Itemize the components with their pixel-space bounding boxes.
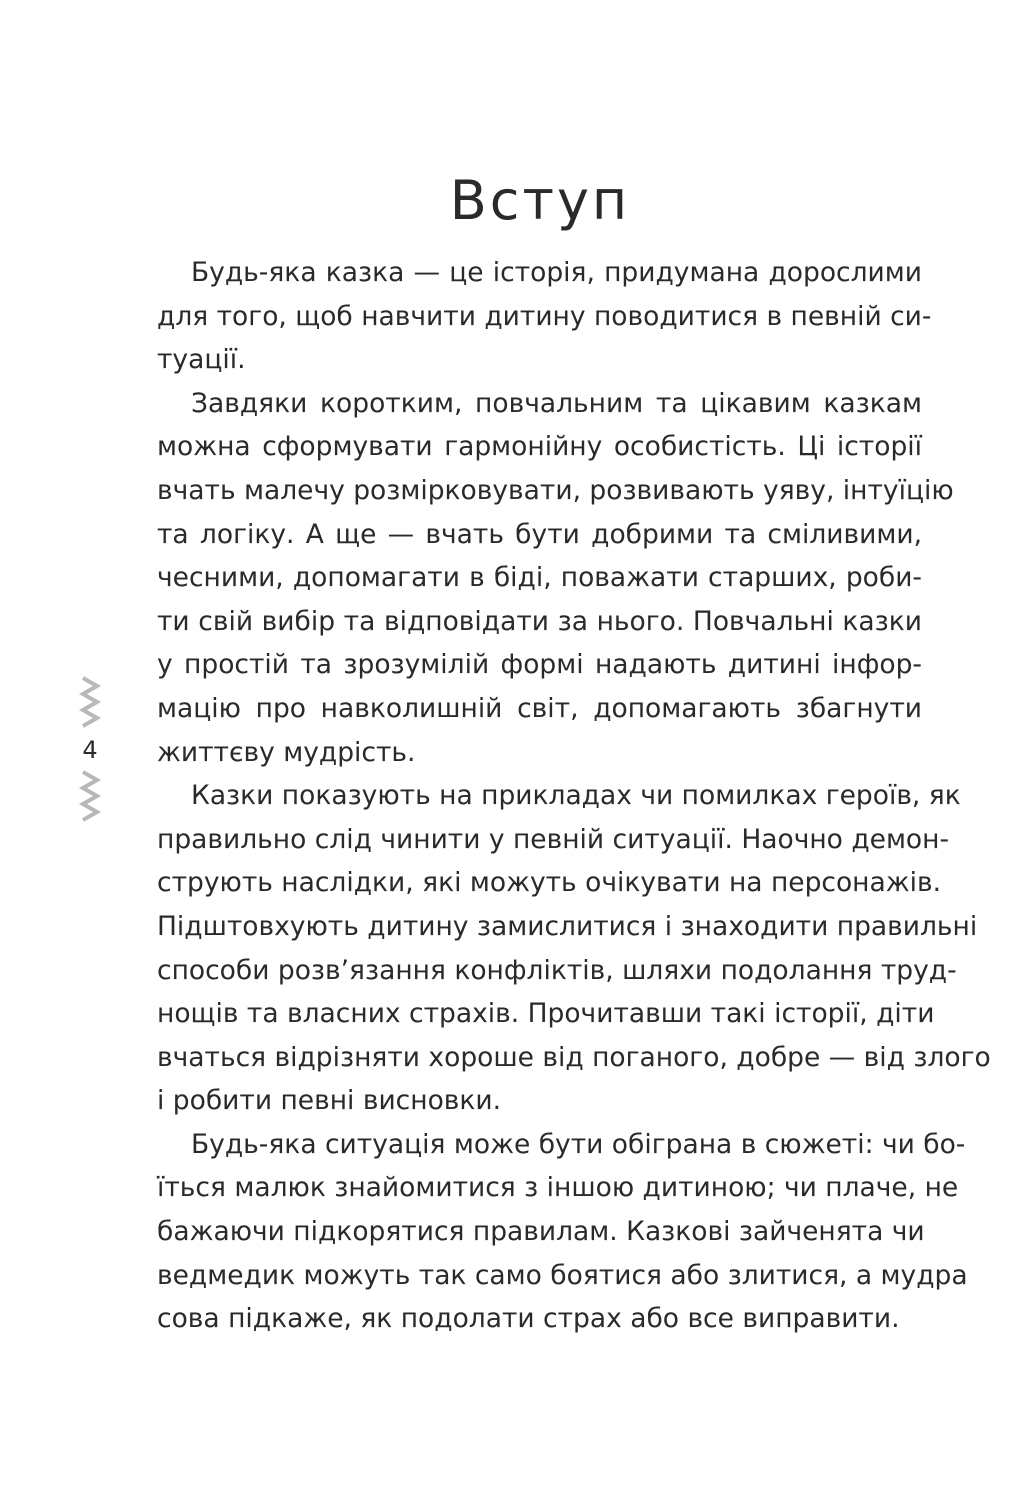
paragraph-line: мацію про навколишній світ, допомагають збагнути	[157, 692, 922, 724]
zigzag-top-icon	[83, 678, 97, 726]
paragraph-line: способи розв’язання конфліктів, шляхи подолання труд-	[157, 954, 957, 986]
paragraph-line: і робити певні висновки.	[157, 1085, 502, 1117]
paragraph-line: Завдяки коротким, повчальним та цікавим казкам	[191, 387, 922, 419]
paragraph-line: ведмедик можуть так само боятися або злитися, а мудра	[157, 1259, 968, 1291]
paragraph-line: та логіку. А ще — вчать бути добрими та сміливими,	[157, 518, 922, 550]
paragraph-line: ти свій вибір та відповідати за нього. Повчальні казки	[157, 605, 922, 637]
paragraph-line: можна сформувати гармонійну особистість. Ці історії	[157, 431, 922, 463]
paragraph-line: Казки показують на прикладах чи помилках героїв, як	[191, 780, 961, 812]
paragraph-line: вчаться відрізняти хороше від поганого, добре — від злого	[157, 1041, 991, 1073]
paragraph-1	[157, 251, 932, 382]
paragraph-line: бажаючи підкорятися правилам. Казкові зайченята чи	[157, 1216, 925, 1248]
paragraph-line: їться малюк знайомитися з іншою дитиною; чи плаче, не	[157, 1172, 959, 1204]
paragraph-line: струють наслідки, які можуть очікувати на персонажів.	[157, 867, 942, 899]
paragraph-line: Підштовхують дитину замислитися і знаходити правильні	[157, 910, 978, 942]
paragraph-line: сова підкаже, як подолати страх або все виправити.	[157, 1303, 900, 1335]
paragraph-line: вчать малечу розмірковувати, розвивають уяву, інтуїцію	[157, 474, 954, 506]
paragraph-line: нощів та власних страхів. Прочитавши такі історії, діти	[157, 998, 935, 1030]
paragraph-line: Будь-яка казка — це історія, придумана дорослими	[191, 257, 922, 288]
paragraph-line: у простій та зрозумілій формі надають дитині інфор-	[157, 649, 922, 681]
page-title: Вступ	[449, 169, 631, 232]
paragraph-line: правильно слід чинити у певній ситуації. Наочно демон-	[157, 823, 950, 855]
paragraph-3	[157, 774, 991, 1123]
paragraph-line: туації.	[157, 344, 246, 376]
paragraph-line: для того, щоб навчити дитину поводитися в певній си-	[157, 300, 932, 332]
paragraph-line: чесними, допомагати в біді, поважати старших, роби-	[157, 562, 922, 594]
zigzag-bottom-icon	[83, 772, 97, 820]
paragraph-2	[157, 382, 954, 774]
paragraph-4	[157, 1123, 968, 1341]
paragraph-line: життєву мудрість.	[157, 736, 416, 768]
page-number: 4	[82, 736, 98, 764]
paragraph-line: Будь-яка ситуація може бути обіграна в сюжеті: чи бо-	[191, 1128, 966, 1160]
body-text	[157, 251, 991, 1341]
